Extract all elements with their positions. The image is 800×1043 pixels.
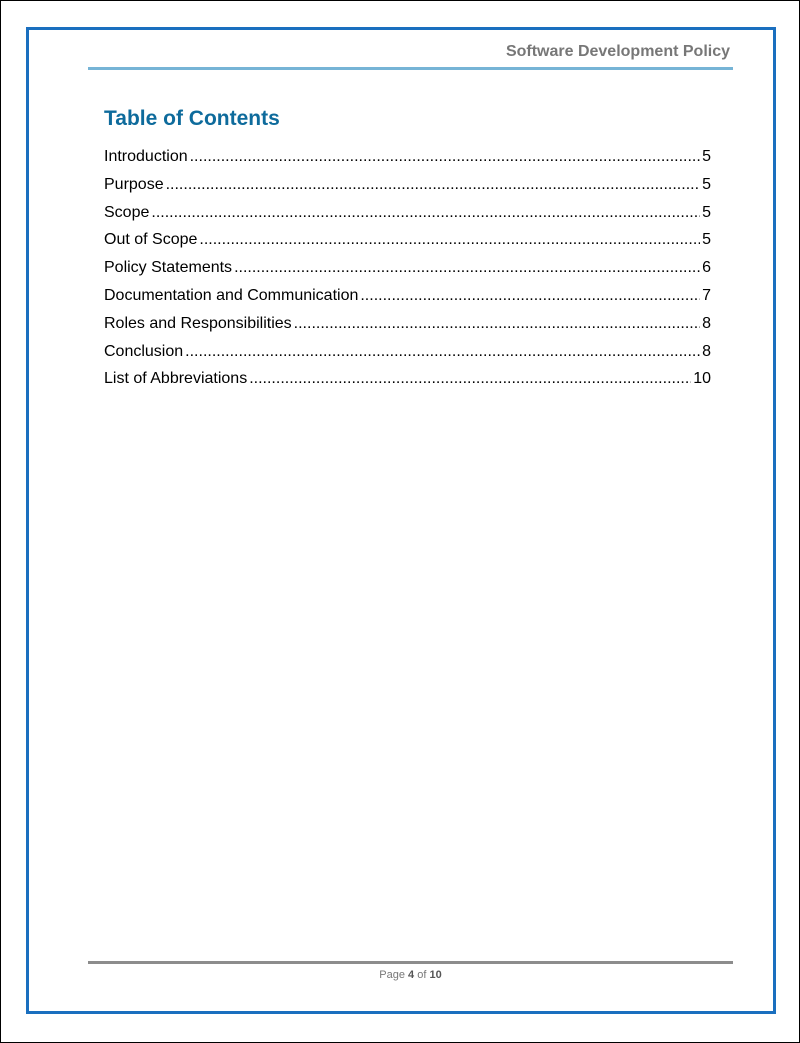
toc-entry-policy-statements[interactable] [104, 259, 711, 287]
toc-entry-title: Scope [104, 203, 150, 221]
toc-entry-title: Documentation and Communication [104, 286, 359, 304]
toc-entry-page: 5 [702, 231, 711, 249]
toc-entry-page: 5 [702, 175, 711, 193]
toc-dot-leader [360, 287, 700, 305]
toc-dot-leader [190, 148, 700, 166]
toc-entry-title: Purpose [104, 175, 164, 193]
toc-entry-title: List of Abbreviations [104, 370, 248, 388]
toc-entry-title: Policy Statements [104, 259, 233, 277]
toc-entry-page: 8 [702, 342, 711, 360]
toc-entry-purpose[interactable] [104, 176, 711, 204]
toc-entry-title: Introduction [104, 148, 188, 165]
footer-current-page: 4 [408, 969, 415, 981]
footer-of-label: of [417, 969, 427, 981]
toc-entry-documentation-and-communication[interactable] [104, 287, 711, 315]
footer-rule [88, 961, 733, 964]
toc-heading: Table of Contents [104, 107, 280, 130]
toc-dot-leader [166, 176, 701, 194]
footer-total-pages: 10 [429, 969, 442, 981]
toc-entry-introduction[interactable] [104, 148, 711, 176]
toc-dot-leader [185, 343, 700, 361]
toc-entry-roles-and-responsibilities[interactable] [104, 315, 711, 343]
toc-entry-title: Conclusion [104, 342, 184, 360]
toc-entry-title: Roles and Responsibilities [104, 314, 292, 332]
toc-entry-page: 10 [693, 370, 711, 388]
toc-entry-page: 6 [702, 259, 711, 277]
toc-entry-page: 8 [702, 314, 711, 332]
toc-dot-leader [249, 370, 691, 388]
toc-dot-leader [199, 231, 700, 249]
toc-entry-page: 5 [702, 148, 711, 165]
toc-entry-scope[interactable] [104, 204, 711, 232]
toc-list [104, 148, 711, 398]
toc-entry-list-of-abbreviations[interactable] [104, 370, 711, 398]
footer-page-label: Page [379, 969, 405, 981]
toc-entry-conclusion[interactable] [104, 343, 711, 371]
page-number-footer [88, 969, 733, 981]
toc-entry-out-of-scope[interactable] [104, 231, 711, 259]
toc-dot-leader [234, 259, 700, 277]
header-rule [88, 67, 733, 70]
toc-entry-page: 7 [702, 286, 711, 304]
toc-entry-title: Out of Scope [104, 231, 198, 249]
toc-entry-page: 5 [702, 203, 711, 221]
toc-dot-leader [294, 315, 700, 333]
toc-dot-leader [151, 204, 700, 222]
document-header-title: Software Development Policy [505, 43, 730, 60]
